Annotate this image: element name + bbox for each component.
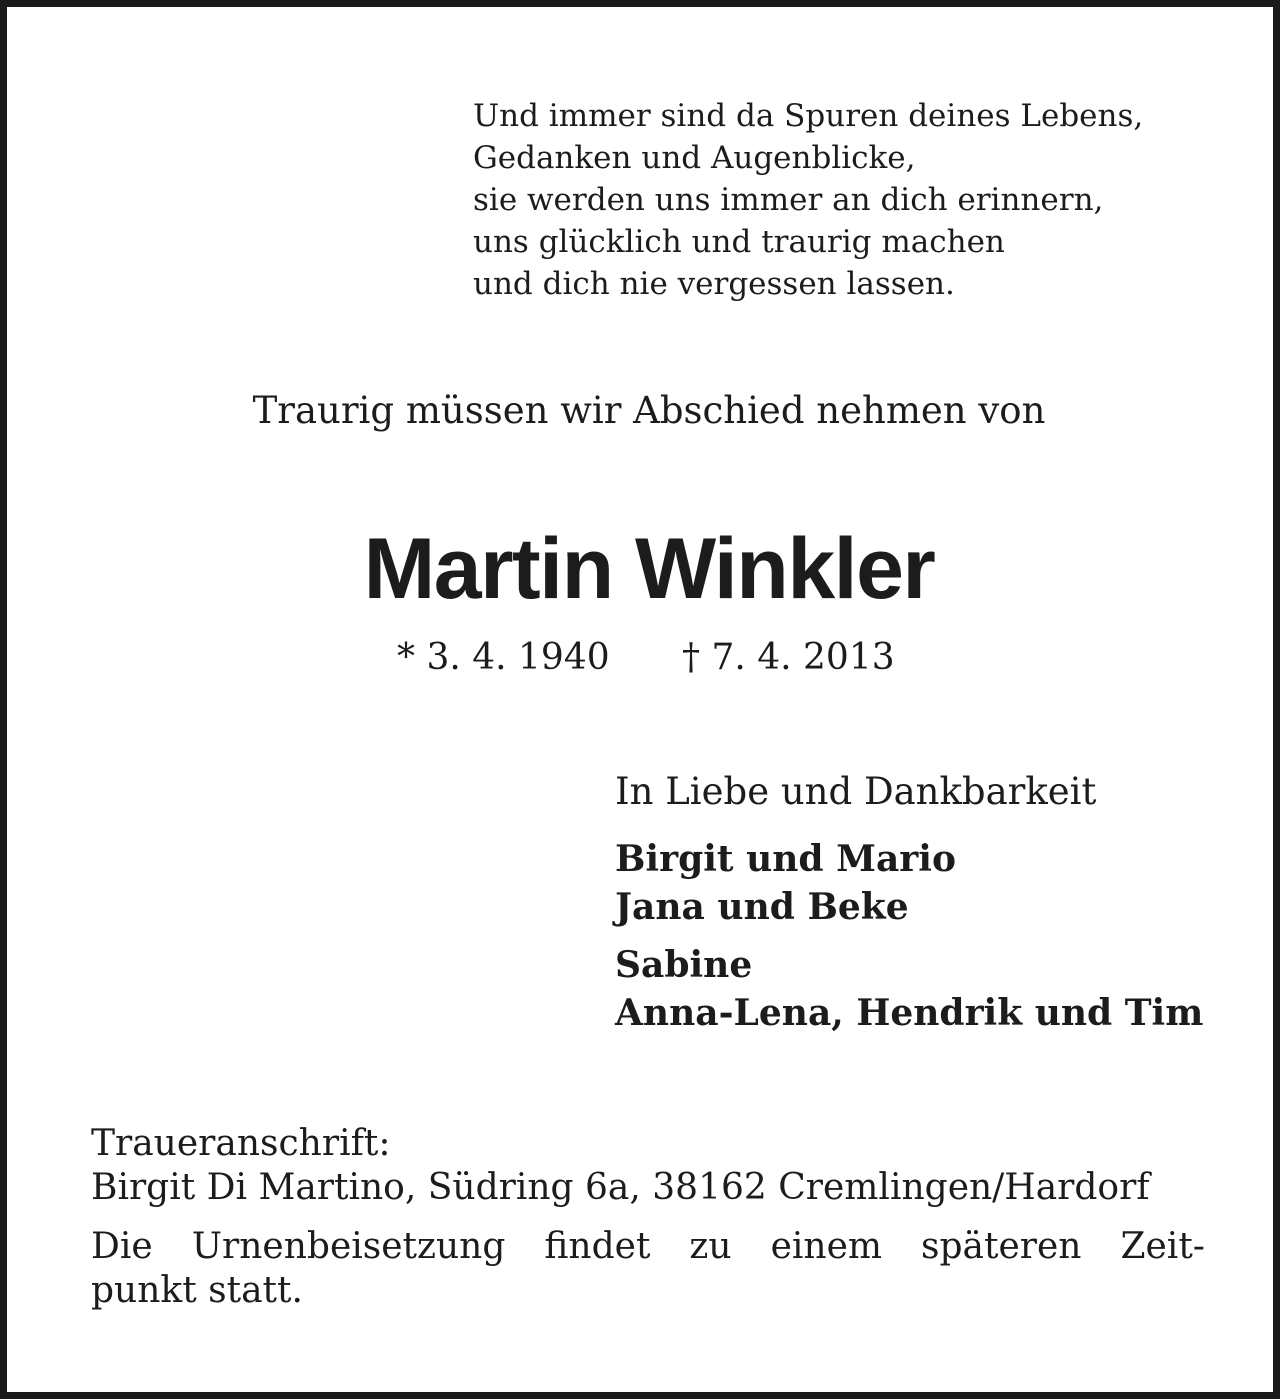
address-label: Traueranschrift: (91, 1123, 391, 1164)
poem-line: Und immer sind da Spuren deines Lebens, (473, 98, 1144, 134)
poem-line: Gedanken und Augenblicke, (473, 140, 916, 176)
notice-word: Zeit- (1120, 1226, 1205, 1267)
notice-word: späteren (921, 1226, 1082, 1267)
mourner-line: Sabine (615, 944, 753, 986)
address-text: Birgit Di Martino, Südring 6a, 38162 Cremlingen/Hardorf (91, 1167, 1150, 1208)
notice-line: punkt statt. (91, 1270, 303, 1311)
birth-date: * 3. 4. 1940 (397, 637, 610, 678)
mourners-list (615, 835, 1255, 1047)
mourner-line: Jana und Beke (615, 886, 909, 928)
burial-notice (91, 1225, 1205, 1313)
notice-word: zu (689, 1226, 732, 1267)
mourner-line: Birgit und Mario (615, 838, 956, 880)
mourner-group (615, 941, 1255, 1037)
notice-word: Urnenbeisetzung (191, 1226, 506, 1267)
closing-phrase: In Liebe und Dankbarkeit (615, 770, 1097, 813)
mourner-group (615, 835, 1255, 931)
notice-word: einem (770, 1226, 883, 1267)
poem-line: uns glücklich und traurig machen (473, 224, 1005, 260)
notice-word: findet (544, 1226, 651, 1267)
deceased-name: Martin Winkler (363, 521, 935, 617)
memorial-poem (473, 95, 1253, 305)
poem-line: und dich nie vergessen lassen. (473, 266, 955, 302)
mourner-line: Anna-Lena, Hendrik und Tim (615, 992, 1204, 1034)
poem-line: sie werden uns immer an dich erinnern, (473, 182, 1104, 218)
notice-word: Die (91, 1226, 153, 1267)
mourning-address (91, 1122, 1211, 1210)
death-date: † 7. 4. 2013 (682, 637, 895, 678)
farewell-intro: Traurig müssen wir Abschied nehmen von (252, 389, 1046, 432)
notice-line-justified (91, 1225, 1205, 1269)
